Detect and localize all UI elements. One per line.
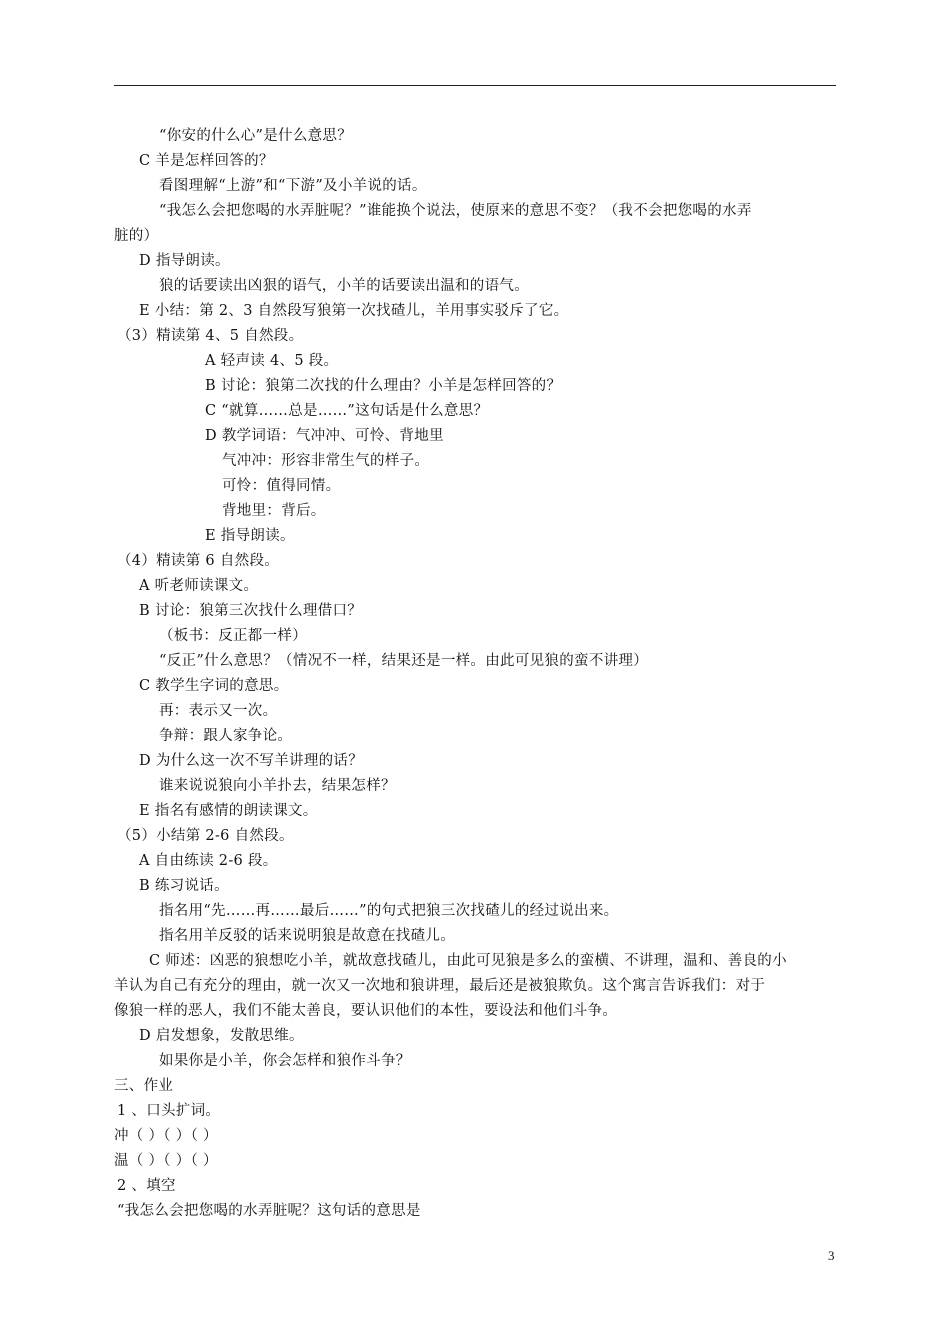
- header-rule: [114, 85, 836, 86]
- text-line: 如果你是小羊，你会怎样和狼作斗争？: [159, 1053, 411, 1069]
- text-line: C 羊是怎样回答的？: [139, 153, 274, 169]
- text-line: 气冲冲：形容非常生气的样子。: [222, 453, 430, 469]
- text-line: D 教学词语：气冲冲、可怜、背地里: [205, 428, 444, 444]
- text-line: 温（ ）（ ）（ ）: [114, 1153, 218, 1169]
- text-line: D 为什么这一次不写羊讲理的话？: [139, 753, 364, 769]
- text-line: “反正”什么意思？（情况不一样，结果还是一样。由此可见狼的蛮不讲理）: [159, 653, 649, 669]
- page-number: 3: [828, 1248, 835, 1263]
- text-line: B 练习说话。: [139, 878, 229, 894]
- text-line: D 启发想象，发散思维。: [139, 1028, 304, 1044]
- text-line: A 自由练读 2-6 段。: [139, 853, 278, 869]
- text-line: 脏的）: [114, 228, 159, 244]
- text-line: 三、作业: [114, 1078, 174, 1094]
- text-line: 2 、填空: [117, 1178, 176, 1194]
- text-line: C 教学生字词的意思。: [139, 678, 289, 694]
- text-line: 狼的话要读出凶狠的语气，小羊的话要读出温和的语气。: [159, 278, 529, 294]
- text-line: E 小结：第 2、3 自然段写狼第一次找碴儿，羊用事实驳斥了它。: [139, 303, 569, 319]
- text-line: “你安的什么心”是什么意思？: [159, 128, 353, 144]
- text-line: “我怎么会把您喝的水弄脏呢？这句话的意思是: [117, 1203, 421, 1219]
- text-line: 1 、口头扩词。: [117, 1103, 221, 1119]
- text-line: E 指名有感情的朗读课文。: [139, 803, 318, 819]
- text-line: “我怎么会把您喝的水弄脏呢？”谁能换个说法，使原来的意思不变？（我不会把您喝的水弄: [159, 203, 752, 219]
- text-line: 冲（ ）（ ）（ ）: [114, 1128, 218, 1144]
- text-line: 谁来说说狼向小羊扑去，结果怎样？: [159, 778, 396, 794]
- text-line: 可怜：值得同情。: [222, 478, 341, 494]
- text-line: 指名用羊反驳的话来说明狼是故意在找碴儿。: [159, 928, 455, 944]
- text-line: 看图理解“上游”和“下游”及小羊说的话。: [159, 178, 427, 194]
- text-line: （5）小结第 2-6 自然段。: [117, 828, 294, 844]
- text-line: 背地里：背后。: [222, 503, 326, 519]
- text-line: （4）精读第 6 自然段。: [117, 553, 280, 569]
- text-line: A 听老师读课文。: [139, 578, 259, 594]
- text-line: 争辩：跟人家争论。: [159, 728, 293, 744]
- text-line: 再：表示又一次。: [159, 703, 278, 719]
- text-line: （板书：反正都一样）: [159, 628, 307, 644]
- text-line: 羊认为自己有充分的理由，就一次又一次地和狼讲理，最后还是被狼欺负。这个寓言告诉我们：对于: [114, 978, 766, 994]
- text-line: A 轻声读 4、5 段。: [205, 353, 339, 369]
- text-line: D 指导朗读。: [139, 253, 230, 269]
- text-line: 指名用“先……再……最后……”的句式把狼三次找碴儿的经过说出来。: [159, 903, 619, 919]
- text-line: B 讨论：狼第三次找什么理借口？: [139, 603, 363, 619]
- text-line: （3）精读第 4、5 自然段。: [117, 328, 304, 344]
- text-line: C 师述：凶恶的狼想吃小羊，就故意找碴儿，由此可见狼是多么的蛮横、不讲理，温和、善良的小: [149, 953, 787, 969]
- text-line: 像狼一样的恶人，我们不能太善良，要认识他们的本性，要设法和他们斗争。: [114, 1003, 618, 1019]
- text-line: E 指导朗读。: [205, 528, 295, 544]
- text-line: C “就算……总是……”这句话是什么意思？: [205, 403, 489, 419]
- text-line: B 讨论：狼第二次找的什么理由？小羊是怎样回答的？: [205, 378, 562, 394]
